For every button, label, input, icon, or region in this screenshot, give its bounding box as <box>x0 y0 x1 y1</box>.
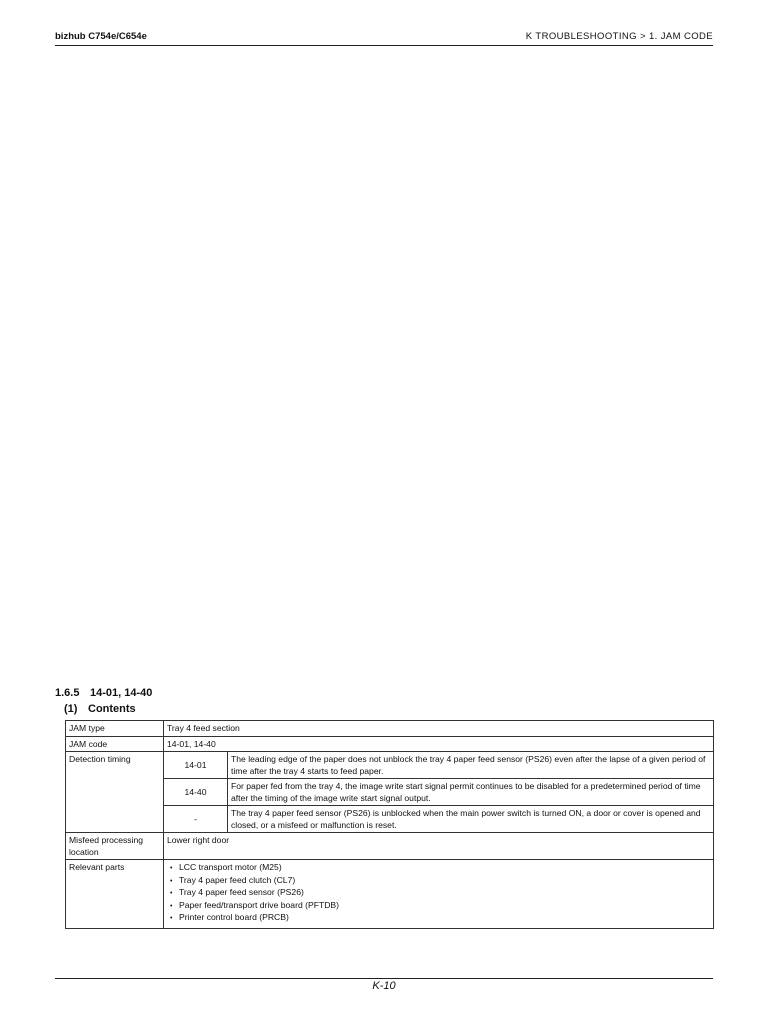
table-row <box>66 806 714 833</box>
section-breadcrumb: K TROUBLESHOOTING > 1. JAM CODE <box>525 31 713 42</box>
row-label-jam-code: JAM code <box>66 736 164 752</box>
page-number: K-10 <box>372 980 396 992</box>
footer-divider <box>55 978 713 979</box>
section-heading <box>55 687 152 699</box>
misfeed-location-value: Lower right door <box>164 833 714 860</box>
row-label-jam-type: JAM type <box>66 721 164 737</box>
jam-code-value: 14-01, 14-40 <box>164 736 714 752</box>
list-item: • LCC transport motor (M25) <box>170 862 710 875</box>
row-label-misfeed-location: Misfeed processing location <box>66 833 164 860</box>
table-row <box>66 860 714 929</box>
table-row <box>66 752 714 779</box>
header-divider <box>55 45 713 46</box>
list-item: • Tray 4 paper feed clutch (CL7) <box>170 875 710 888</box>
list-item: • Tray 4 paper feed sensor (PS26) <box>170 887 710 900</box>
table-row <box>66 721 714 737</box>
table-row <box>66 779 714 806</box>
detection-description: The leading edge of the paper does not unblock the tray 4 paper feed sensor (PS26) even after the lapse of a given period of time after the tray 4 starts to feed paper. <box>228 752 714 779</box>
subsection-number: (1) <box>64 703 78 715</box>
table-row <box>66 736 714 752</box>
row-label-detection-timing: Detection timing <box>66 752 164 833</box>
list-item: • Paper feed/transport drive board (PFTDB) <box>170 900 710 913</box>
detection-code: 14-40 <box>164 779 228 806</box>
document-model: bizhub C754e/C654e <box>55 31 147 42</box>
section-title: 14-01, 14-40 <box>90 687 153 699</box>
relevant-parts-cell <box>164 860 714 929</box>
relevant-parts-list <box>167 862 710 925</box>
jam-type-value: Tray 4 feed section <box>164 721 714 737</box>
subsection-title: Contents <box>88 703 136 715</box>
detection-description: For paper fed from the tray 4, the image write start signal permit continues to be disabled for a predetermined period of time after the timing of the image write start signal output. <box>228 779 714 806</box>
detection-description: The tray 4 paper feed sensor (PS26) is unblocked when the main power switch is turned ON, a door or cover is opened and closed, or a misfeed or malfunction is reset. <box>228 806 714 833</box>
section-number: 1.6.5 <box>55 687 80 699</box>
jam-contents-table <box>65 720 714 929</box>
detection-code: - <box>164 806 228 833</box>
row-label-relevant-parts: Relevant parts <box>66 860 164 929</box>
subsection-heading <box>64 703 136 715</box>
detection-code: 14-01 <box>164 752 228 779</box>
list-item: • Printer control board (PRCB) <box>170 912 710 925</box>
table-row <box>66 833 714 860</box>
